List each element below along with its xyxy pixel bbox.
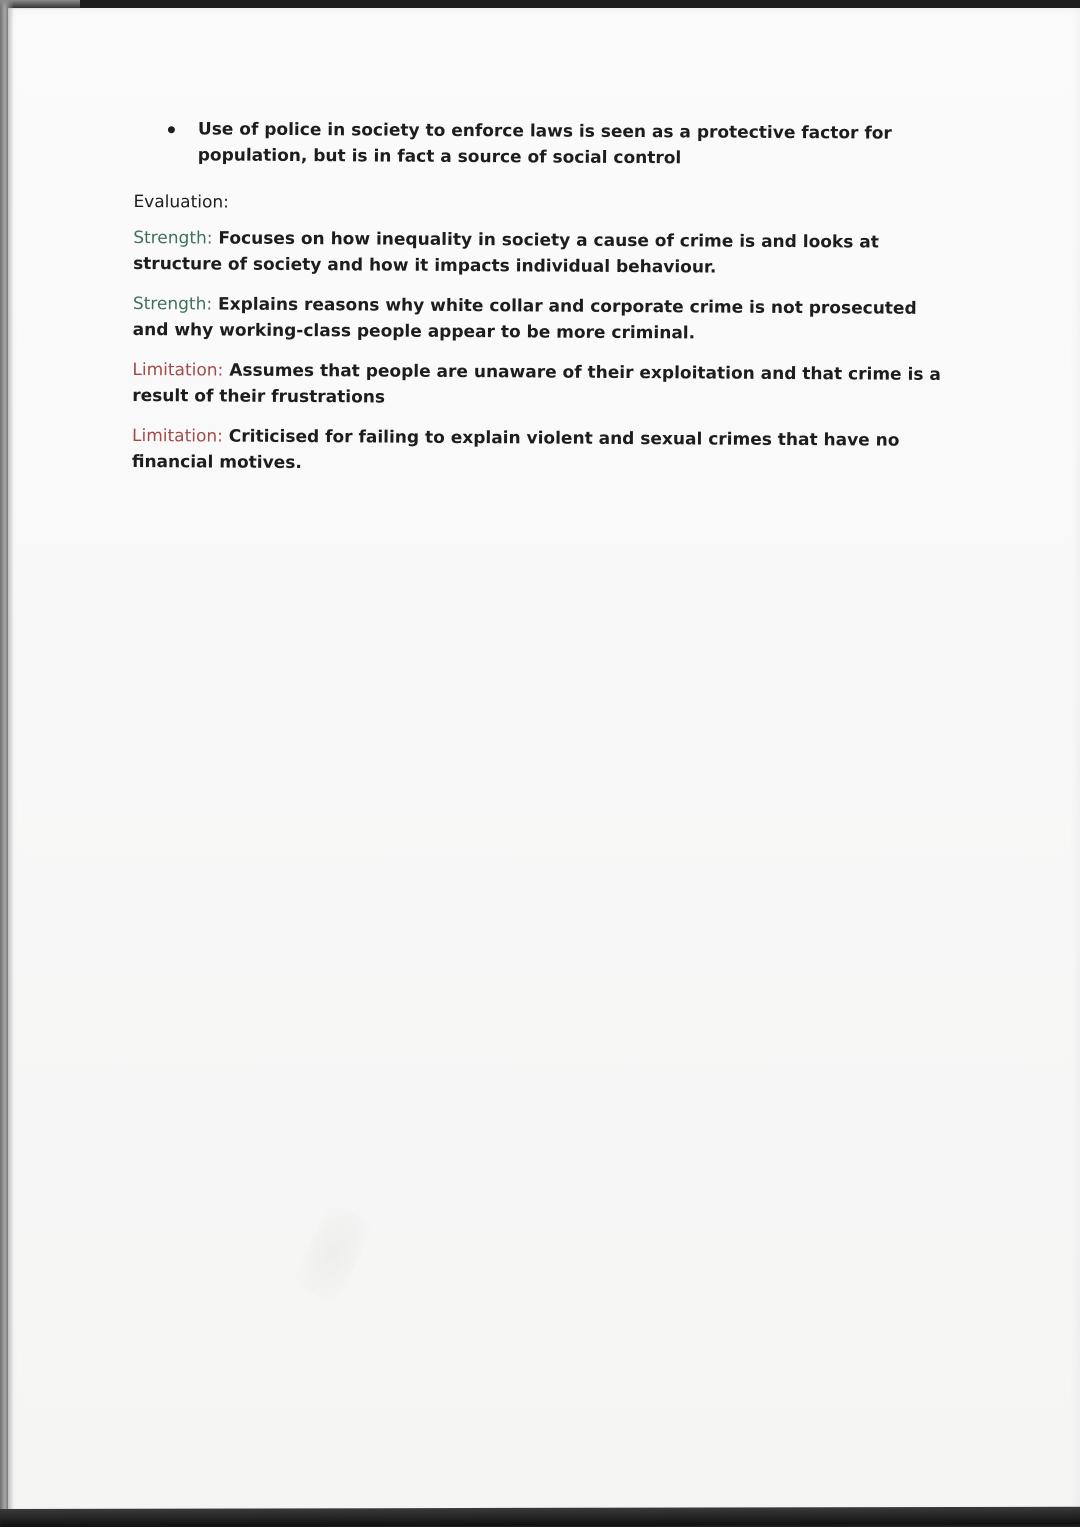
left-edge-shadow [0, 0, 14, 1527]
evaluation-strength-2 [133, 291, 953, 348]
evaluation-limitation-2 [132, 423, 952, 480]
point-text: Criticised for failing to explain violent and sexual crimes that have no financial motives. [131, 426, 900, 474]
strength-label: Strength: [132, 293, 213, 315]
limitation-label: Limitation: [132, 359, 224, 381]
bullet-text: Use of police in society to enforce laws is seen as a protective factor for population, but is in fact a source of social control [197, 119, 892, 169]
strength-label: Strength: [133, 227, 213, 249]
bullet-icon [168, 126, 175, 133]
limitation-label: Limitation: [131, 425, 223, 447]
evaluation-strength-1 [133, 225, 953, 282]
paper-crease-shadow [291, 1202, 374, 1305]
bottom-edge-shadow [0, 1507, 1080, 1527]
top-edge-shadow [0, 0, 80, 10]
notes-content [132, 116, 954, 494]
bullet-point [134, 116, 954, 173]
point-text: Assumes that people are unaware of their exploitation and that crime is a result of their frustrations [132, 360, 941, 408]
point-text: Focuses on how inequality in society a cause of crime is and looks at structure of society and how it impacts individual behaviour. [133, 228, 879, 278]
evaluation-heading: Evaluation: [133, 191, 229, 213]
point-text: Explains reasons why white collar and corporate crime is not prosecuted and why working-class people appear to be more criminal. [132, 294, 917, 344]
evaluation-limitation-1 [132, 357, 952, 414]
